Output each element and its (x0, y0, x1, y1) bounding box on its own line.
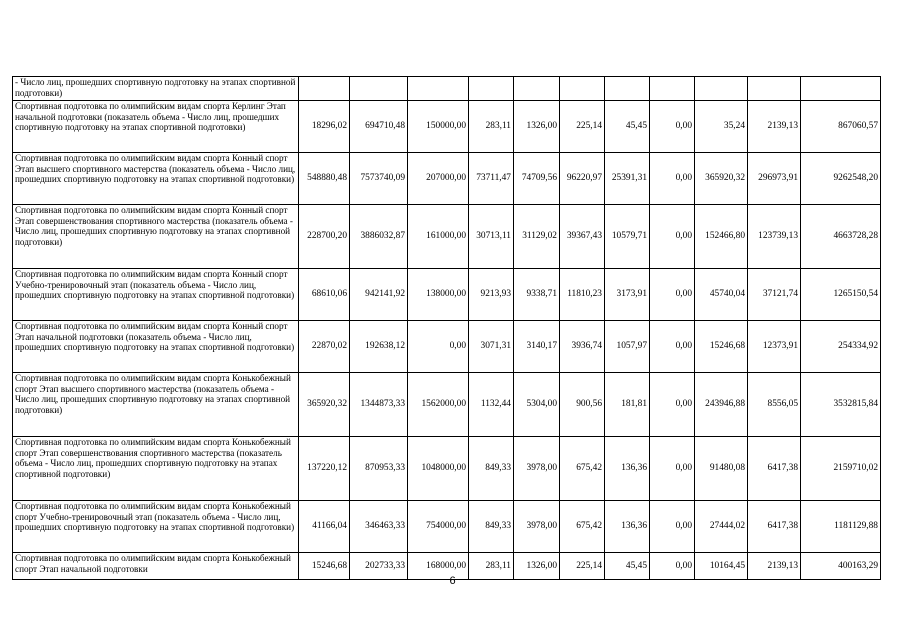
value-cell: 346463,33 (350, 501, 408, 553)
value-cell: 2139,13 (748, 553, 801, 580)
table-row (13, 321, 881, 373)
value-cell: 22870,02 (299, 321, 350, 373)
value-cell: 136,36 (605, 501, 650, 553)
value-cell: 0,00 (650, 373, 695, 437)
value-cell: 1265150,54 (801, 269, 881, 321)
row-description: Спортивная подготовка по олимпийским видам спорта Конный спорт Этап начальной подготовки (показатель объема - Число лиц, прошедших спортивную подготовку на этапах спортивной подготовки) (13, 321, 299, 373)
row-description: Спортивная подготовка по олимпийским видам спорта Конькобежный спорт Этап начальной подготовки (13, 553, 299, 580)
value-cell: 74709,56 (514, 153, 560, 205)
value-cell: 675,42 (560, 437, 605, 501)
value-cell: 192638,12 (350, 321, 408, 373)
value-cell: 37121,74 (748, 269, 801, 321)
value-cell: 3140,17 (514, 321, 560, 373)
value-cell: 68610,06 (299, 269, 350, 321)
value-cell: 161000,00 (408, 205, 469, 269)
value-cell: 45,45 (605, 553, 650, 580)
value-cell: 849,33 (469, 501, 514, 553)
value-cell: 15246,68 (695, 321, 748, 373)
value-cell (748, 77, 801, 101)
value-cell: 150000,00 (408, 101, 469, 153)
row-description: Спортивная подготовка по олимпийским видам спорта Конькобежный спорт Этап высшего спортивного мастерства (показатель объема - Число лиц, прошедших спортивную подготовку на этапах спортивной подготовки) (13, 373, 299, 437)
value-cell (469, 77, 514, 101)
value-cell: 254334,92 (801, 321, 881, 373)
value-cell: 181,81 (605, 373, 650, 437)
value-cell: 1344873,33 (350, 373, 408, 437)
value-cell: 1048000,00 (408, 437, 469, 501)
table-row (13, 101, 881, 153)
value-cell: 0,00 (408, 321, 469, 373)
value-cell: 225,14 (560, 553, 605, 580)
value-cell: 45,45 (605, 101, 650, 153)
value-cell: 138000,00 (408, 269, 469, 321)
budget-table (12, 76, 881, 580)
value-cell: 10579,71 (605, 205, 650, 269)
row-description: Спортивная подготовка по олимпийским видам спорта Конькобежный спорт Этап совершенствования спортивного мастерства (показатель объема - Число лиц, прошедших спортивную подготовку на этапах спортивной подготовки) (13, 437, 299, 501)
value-cell: 30713,11 (469, 205, 514, 269)
value-cell: 228700,20 (299, 205, 350, 269)
value-cell (299, 77, 350, 101)
value-cell: 39367,43 (560, 205, 605, 269)
value-cell (695, 77, 748, 101)
value-cell: 675,42 (560, 501, 605, 553)
value-cell: 27444,02 (695, 501, 748, 553)
value-cell: 754000,00 (408, 501, 469, 553)
value-cell: 5304,00 (514, 373, 560, 437)
row-description: Спортивная подготовка по олимпийским видам спорта Керлинг Этап начальной подготовки (показатель объема - Число лиц, прошедших спортивную подготовку на этапах спортивной подготовки) (13, 101, 299, 153)
value-cell: 25391,31 (605, 153, 650, 205)
value-cell: 1326,00 (514, 553, 560, 580)
value-cell: 12373,91 (748, 321, 801, 373)
table-row (13, 501, 881, 553)
value-cell: 152466,80 (695, 205, 748, 269)
value-cell: 870953,33 (350, 437, 408, 501)
value-cell (514, 77, 560, 101)
value-cell: 867060,57 (801, 101, 881, 153)
value-cell (650, 77, 695, 101)
value-cell: 548880,48 (299, 153, 350, 205)
table-row (13, 153, 881, 205)
table-row (13, 373, 881, 437)
value-cell: 694710,48 (350, 101, 408, 153)
table-row (13, 77, 881, 101)
value-cell: 365920,32 (299, 373, 350, 437)
value-cell: 225,14 (560, 101, 605, 153)
value-cell (560, 77, 605, 101)
value-cell: 0,00 (650, 153, 695, 205)
value-cell: 6417,38 (748, 437, 801, 501)
value-cell: 0,00 (650, 553, 695, 580)
value-cell: 9338,71 (514, 269, 560, 321)
value-cell: 7573740,09 (350, 153, 408, 205)
value-cell: 3886032,87 (350, 205, 408, 269)
value-cell: 3173,91 (605, 269, 650, 321)
value-cell: 9213,93 (469, 269, 514, 321)
value-cell (408, 77, 469, 101)
value-cell: 18296,02 (299, 101, 350, 153)
value-cell: 123739,13 (748, 205, 801, 269)
table-row (13, 269, 881, 321)
value-cell: 41166,04 (299, 501, 350, 553)
value-cell: 283,11 (469, 553, 514, 580)
value-cell: 73711,47 (469, 153, 514, 205)
value-cell: 0,00 (650, 205, 695, 269)
value-cell: 0,00 (650, 101, 695, 153)
value-cell: 2159710,02 (801, 437, 881, 501)
value-cell: 202733,33 (350, 553, 408, 580)
row-description: Спортивная подготовка по олимпийским видам спорта Конный спорт Учебно-тренировочный этап (показатель объема - Число лиц, прошедших спортивную подготовку на этапах спортивной подготовки) (13, 269, 299, 321)
value-cell: 1057,97 (605, 321, 650, 373)
value-cell: 1181129,88 (801, 501, 881, 553)
value-cell: 0,00 (650, 437, 695, 501)
value-cell: 4663728,28 (801, 205, 881, 269)
value-cell: 283,11 (469, 101, 514, 153)
value-cell (801, 77, 881, 101)
value-cell: 900,56 (560, 373, 605, 437)
value-cell: 35,24 (695, 101, 748, 153)
value-cell: 0,00 (650, 501, 695, 553)
value-cell: 243946,88 (695, 373, 748, 437)
value-cell: 9262548,20 (801, 153, 881, 205)
value-cell: 15246,68 (299, 553, 350, 580)
value-cell: 2139,13 (748, 101, 801, 153)
value-cell (350, 77, 408, 101)
value-cell: 3071,31 (469, 321, 514, 373)
value-cell: 136,36 (605, 437, 650, 501)
page-number: 6 (449, 575, 456, 587)
value-cell: 3532815,84 (801, 373, 881, 437)
value-cell: 296973,91 (748, 153, 801, 205)
value-cell: 1132,44 (469, 373, 514, 437)
value-cell: 849,33 (469, 437, 514, 501)
value-cell: 3978,00 (514, 437, 560, 501)
value-cell: 8556,05 (748, 373, 801, 437)
value-cell: 0,00 (650, 269, 695, 321)
row-description: Спортивная подготовка по олимпийским видам спорта Конный спорт Этап совершенствования спортивного мастерства (показатель объема - Число лиц, прошедших спортивную подготовку на этапах спортивной подготовки) (13, 205, 299, 269)
row-description: Спортивная подготовка по олимпийским видам спорта Конькобежный спорт Учебно-тренировочный этап (показатель объема - Число лиц, прошедших спортивную подготовку на этапах спортивной подготовки) (13, 501, 299, 553)
value-cell: 168000,00 (408, 553, 469, 580)
value-cell: 400163,29 (801, 553, 881, 580)
value-cell: 6417,38 (748, 501, 801, 553)
table-row (13, 437, 881, 501)
value-cell: 3936,74 (560, 321, 605, 373)
value-cell: 1326,00 (514, 101, 560, 153)
table-row (13, 205, 881, 269)
value-cell: 365920,32 (695, 153, 748, 205)
value-cell: 1562000,00 (408, 373, 469, 437)
value-cell: 11810,23 (560, 269, 605, 321)
table-body (13, 77, 881, 580)
row-description: Спортивная подготовка по олимпийским видам спорта Конный спорт Этап высшего спортивного мастерства (показатель объема - Число лиц, прошедших спортивную подготовку на этапах спортивной подготовки) (13, 153, 299, 205)
value-cell: 207000,00 (408, 153, 469, 205)
value-cell: 942141,92 (350, 269, 408, 321)
value-cell: 45740,04 (695, 269, 748, 321)
value-cell: 3978,00 (514, 501, 560, 553)
value-cell: 137220,12 (299, 437, 350, 501)
value-cell: 0,00 (650, 321, 695, 373)
value-cell: 31129,02 (514, 205, 560, 269)
value-cell: 10164,45 (695, 553, 748, 580)
value-cell: 96220,97 (560, 153, 605, 205)
value-cell (605, 77, 650, 101)
row-description: - Число лиц, прошедших спортивную подготовку на этапах спортивной подготовки) (13, 77, 299, 101)
value-cell: 91480,08 (695, 437, 748, 501)
